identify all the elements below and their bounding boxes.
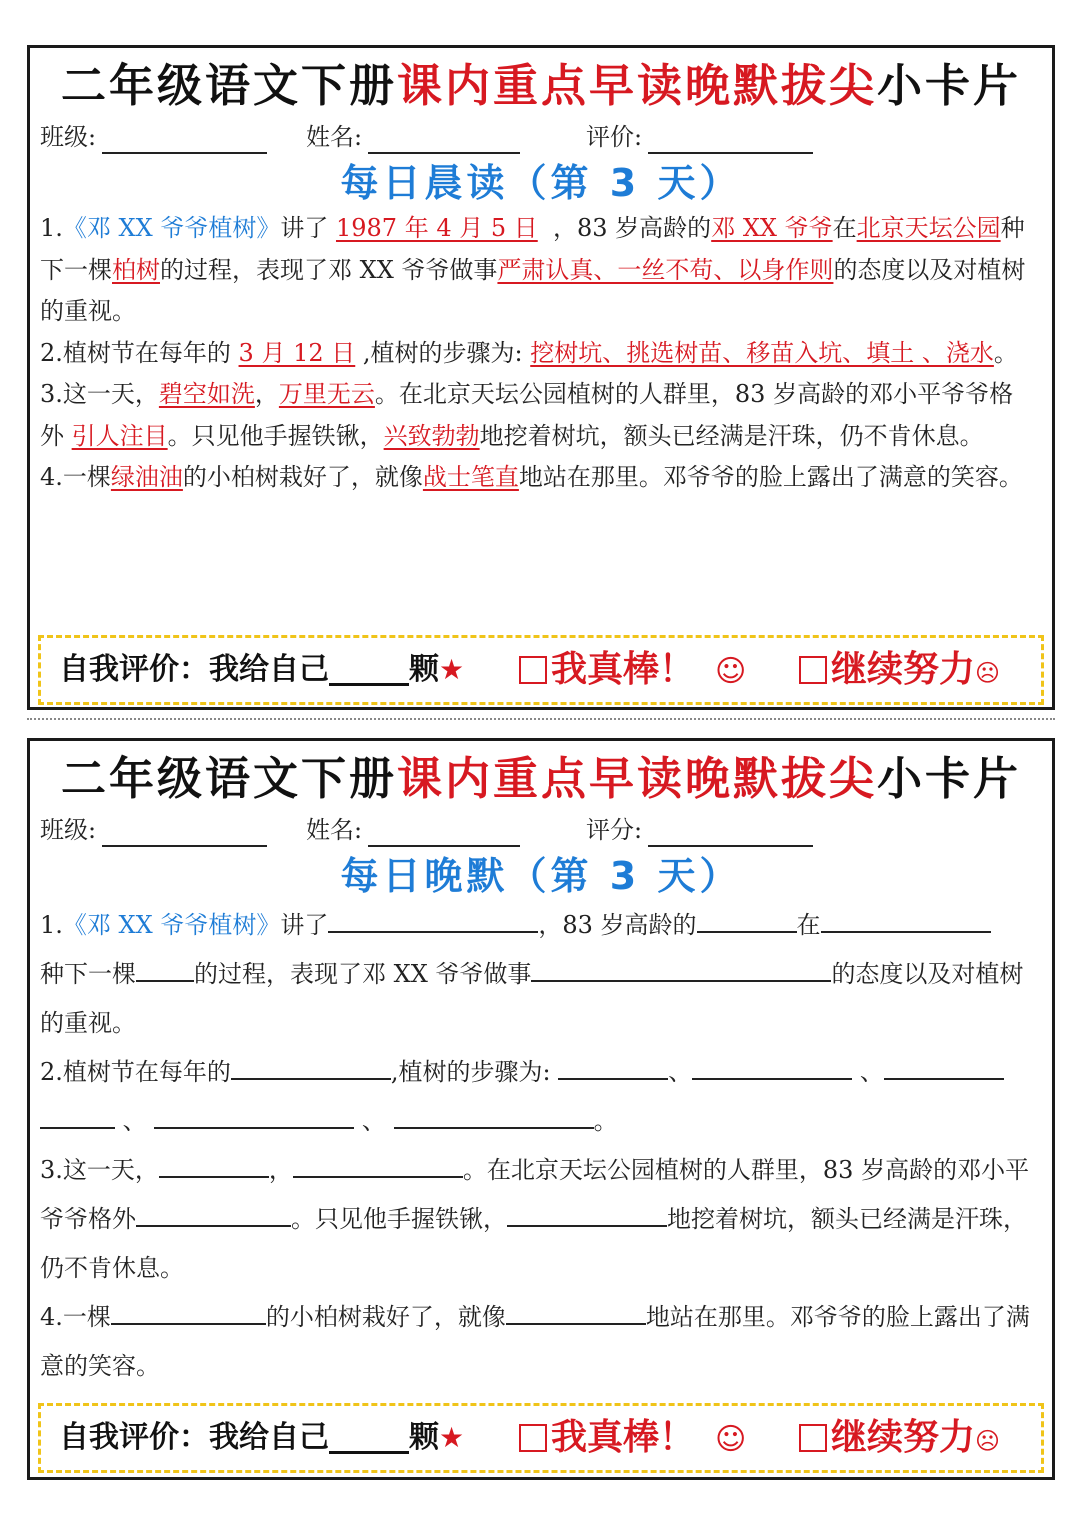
star-icon: ★: [439, 1421, 465, 1454]
fill-blank[interactable]: [111, 1301, 266, 1325]
self-evaluation-bar: 自我评价：我给自己 颗★ 我真棒！ ☺ 继续努力☹: [38, 635, 1044, 705]
self-evaluation-bar: 自我评价：我给自己 颗★ 我真棒！ ☺ 继续努力☹: [38, 1403, 1044, 1473]
frown-icon: ☹: [975, 659, 1001, 687]
answer: 邓 XX 爷爷: [711, 214, 833, 242]
fill-blank[interactable]: [692, 1056, 852, 1080]
reading-passage: [30, 208, 1052, 499]
cut-line-divider: [27, 718, 1055, 720]
fill-blank[interactable]: [136, 958, 194, 982]
star-count-input[interactable]: [329, 1417, 409, 1454]
fill-blank[interactable]: [40, 1105, 115, 1129]
fill-blank[interactable]: [154, 1105, 354, 1129]
paragraph-4: 4.一棵 的小柏树栽好了，就像 地站在那里。邓爷爷的脸上露出了满意的笑容。: [40, 1303, 1030, 1380]
answer: 柏树: [112, 255, 160, 284]
morning-reading-card: [27, 45, 1055, 710]
fill-blank[interactable]: [159, 1154, 269, 1178]
paragraph-1: 1.《邓 XX 爷爷植树》讲了 ，83 岁高龄的 在 种下一棵 的过程，表现了邓 XX 爷爷做事 的态度以及对植树的重视。: [40, 911, 1024, 1037]
name-field[interactable]: 姓名:: [306, 813, 520, 847]
answer: 挖树坑、挑选树苗、移苗入坑、填土 、浇水: [530, 338, 994, 367]
star-count-input[interactable]: [329, 649, 409, 686]
student-info-row: [30, 120, 1052, 156]
section-subtitle: 每日晚默（第 3 天）: [340, 854, 742, 898]
smile-icon: ☺: [715, 1422, 747, 1457]
checkbox[interactable]: [799, 1424, 827, 1452]
fill-blank[interactable]: [531, 958, 831, 982]
answer: 兴致勃勃: [383, 421, 480, 450]
student-info-row: [30, 813, 1052, 849]
answer: 1987 年 4 月 5 日: [335, 214, 538, 242]
fill-blank[interactable]: [394, 1105, 594, 1129]
paragraph-1: 1.《邓 XX 爷爷植树》讲了 1987 年 4 月 5 日 ，83 岁高龄的邓 XX 爷爷在北京天坛公园种下一棵柏树的过程，表现了邓 XX 爷爷做事严肃认真、一丝不苟、以身作则的态度以及对植树的重视。: [40, 214, 1026, 325]
name-field[interactable]: 姓名:: [306, 120, 520, 154]
smile-icon: ☺: [715, 654, 747, 689]
section-subtitle: 每日晨读（第 3 天）: [340, 161, 742, 205]
fill-blank[interactable]: [558, 1056, 668, 1080]
answer: 严肃认真、一丝不苟、以身作则: [497, 255, 834, 284]
class-field[interactable]: 班级:: [40, 120, 267, 154]
answer: 3 月 12 日: [238, 338, 356, 367]
evening-dictation-card: [27, 738, 1055, 1480]
checkbox[interactable]: [799, 656, 827, 684]
dictation-passage: [30, 901, 1052, 1391]
score-field[interactable]: 评分:: [586, 813, 813, 847]
paragraph-2: 2.植树节在每年的 ,植树的步骤为: 、 、 、 、 。: [40, 1048, 1042, 1146]
fill-blank[interactable]: [136, 1203, 291, 1227]
keep-trying-option[interactable]: 继续努力☹: [799, 1406, 1000, 1473]
checkbox[interactable]: [519, 1424, 547, 1452]
evaluation-field[interactable]: 评价:: [586, 120, 813, 154]
answer: 引人注目: [71, 421, 168, 450]
answer: 绿油油: [110, 463, 183, 491]
answer: 北京天坛公园: [856, 214, 1001, 242]
card-title: 二年级语文下册课内重点早读晚默拔尖小卡片: [60, 752, 1022, 805]
keep-trying-option[interactable]: 继续努力☹: [799, 638, 1000, 705]
paragraph-4: 4.一棵绿油油的小柏树栽好了，就像战士笔直地站在那里。邓爷爷的脸上露出了满意的笑容。: [40, 463, 1023, 491]
paragraph-3: 3.这一天， ， 。在北京天坛公园植树的人群里，83 岁高龄的邓小平爷爷格外 。只见他手握铁锹， 地挖着树坑，额头已经满是汗珠，仍不肯休息。: [40, 1156, 1030, 1282]
fill-blank[interactable]: [231, 1056, 391, 1080]
class-field[interactable]: 班级:: [40, 813, 267, 847]
fill-blank[interactable]: [507, 1203, 667, 1227]
star-icon: ★: [439, 653, 465, 686]
answer: 战士笔直: [422, 463, 519, 491]
card-title: 二年级语文下册课内重点早读晚默拔尖小卡片: [60, 59, 1022, 112]
answer: 万里无云: [278, 380, 375, 408]
great-job-option[interactable]: 我真棒！ ☺: [519, 638, 746, 704]
paragraph-3: 3.这一天，碧空如洗，万里无云。在北京天坛公园植树的人群里，83 岁高龄的邓小平爷爷格外 引人注目。只见他手握铁锹，兴致勃勃地挖着树坑，额头已经满是汗珠，仍不肯休息。: [40, 380, 1014, 450]
fill-blank[interactable]: [293, 1154, 463, 1178]
fill-blank[interactable]: [506, 1301, 646, 1325]
fill-blank[interactable]: [821, 909, 991, 933]
fill-blank[interactable]: [697, 909, 797, 933]
fill-blank[interactable]: [884, 1056, 1004, 1080]
frown-icon: ☹: [975, 1427, 1001, 1455]
fill-blank[interactable]: [328, 909, 538, 933]
paragraph-2: 2.植树节在每年的 3 月 12 日 ,植树的步骤为: 挖树坑、挑选树苗、移苗入坑、填土 、浇水。: [40, 338, 1018, 367]
great-job-option[interactable]: 我真棒！ ☺: [519, 1406, 746, 1472]
checkbox[interactable]: [519, 656, 547, 684]
answer: 碧空如洗: [158, 380, 255, 408]
